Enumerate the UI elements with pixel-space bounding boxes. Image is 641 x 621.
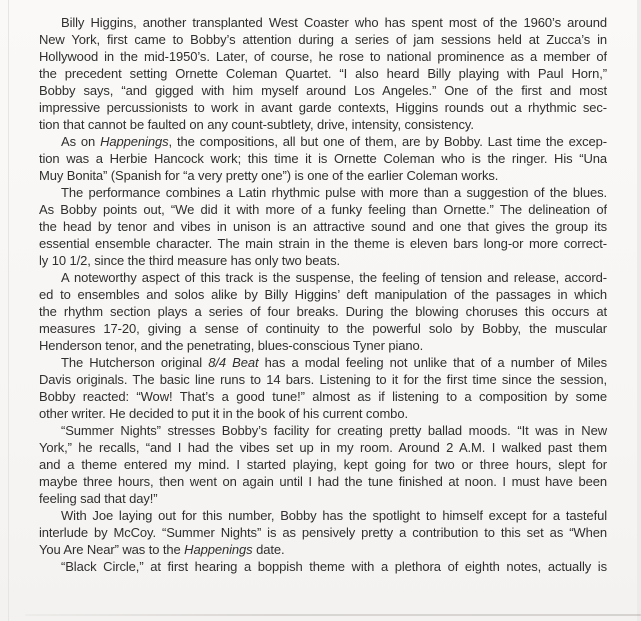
text-line: Billy Higgins, another transplanted West Coaster who has spent most of the 1960’s around — [61, 15, 607, 30]
text-line: essential ensemble character. The main strain in the theme is eleven bars long-or more correct- — [39, 236, 607, 251]
text-line: Henderson tenor, and the penetrating, blues-conscious Tyner piano. — [39, 338, 424, 353]
text-line: maybe three hours, then went on again until I had the tune finished at noon. I must have been — [39, 474, 607, 489]
text-line: tion was a Herbie Hancock work; this time it is Ornette Coleman who is the ringer. His “Una — [39, 151, 607, 166]
text-line: tion that cannot be faulted on any count-subtlety, drive, intensity, consistency. — [39, 117, 474, 132]
text-line: and a theme entered my mind. I started playing, kept going for two or three hours, slept for — [39, 457, 607, 472]
scan-edge-left — [8, 0, 9, 621]
text-line: Bobby says, “and gigged with him myself around Los Angeles.” One of the first and most — [39, 83, 607, 98]
text-line: feeling sad that day!” — [39, 491, 158, 506]
scan-edge-bottom — [25, 614, 641, 616]
text-line: A noteworthy aspect of this track is the suspense, the feeling of tension and release, accord- — [61, 270, 607, 285]
text-line: impressive percussionists to work in avant garde contexts, Higgins rounds out a rhythmic sec- — [39, 100, 607, 115]
text-line: ly 10 1/2, since the third measure has only two beats. — [39, 253, 340, 268]
text-line: “Summer Nights” stresses Bobby’s facility for creating pretty ballad moods. “It was in New — [61, 423, 607, 438]
text-line: York,” he recalls, “and I had the vibes set up in my room. Around 2 A.M. I walked past them — [39, 440, 607, 455]
text-line: Davis originals. The basic line runs to 14 bars. Listening to it for the first time since the session, — [39, 372, 607, 387]
text-line: As on Happenings, the compositions, all but one of them, are by Bobby. Last time the excep- — [61, 134, 607, 149]
text-line: You Are Near” was to the Happenings date. — [39, 542, 285, 557]
text-line: Hollywood in the mid-1950’s. Later, of course, he rose to national prominence as a member of — [39, 49, 607, 64]
text-line: the precedent setting Ornette Coleman Quartet. “I also heard Billy playing with Paul Horn,” — [39, 66, 607, 81]
text-line: ed to ensembles and solos alike by Billy Higgins’ deft manipulation of the passages in which — [39, 287, 607, 302]
liner-notes-text — [39, 14, 607, 575]
text-line: The Hutcherson original 8/4 Beat has a modal feeling not unlike that of a number of Miles — [61, 355, 607, 370]
text-line: interlude by McCoy. “Summer Nights” is as pensively pretty a contribution to this set as “When — [39, 525, 607, 540]
text-line: measures 17-20, giving a sense of continuity to the powerful solo by Bobby, the muscular — [39, 321, 607, 336]
scan-edge-right — [637, 0, 641, 621]
text-line: New York, first came to Bobby’s attention during a series of jam sessions held at Zucca’s in — [39, 32, 607, 47]
text-line: With Joe laying out for this number, Bobby has the spotlight to himself except for a tasteful — [61, 508, 607, 523]
text-line: Muy Bonita” (Spanish for “a very pretty one”) is one of the earlier Coleman works. — [39, 168, 499, 183]
text-line: “Black Circle,” at first hearing a boppish theme with a plethora of eighth notes, actually is — [61, 559, 607, 574]
text-line: Bobby reacted: “Wow! That’s a good tune!” almost as if listening to a composition by some — [39, 389, 607, 404]
text-line: As Bobby points out, “We did it with more of a funky feeling than Ornette.” The delineation of — [39, 202, 607, 217]
text-line: other writer. He decided to put it in the book of his current combo. — [39, 406, 408, 421]
text-line: the head by tenor and vibes in unison is an attractive sound and one that gives the group its — [39, 219, 607, 234]
text-line: The performance combines a Latin rhythmic pulse with more than a suggestion of the blues. — [61, 185, 607, 200]
text-line: the rhythm section plays a series of four breaks. During the blowing choruses this occurs at — [39, 304, 607, 319]
